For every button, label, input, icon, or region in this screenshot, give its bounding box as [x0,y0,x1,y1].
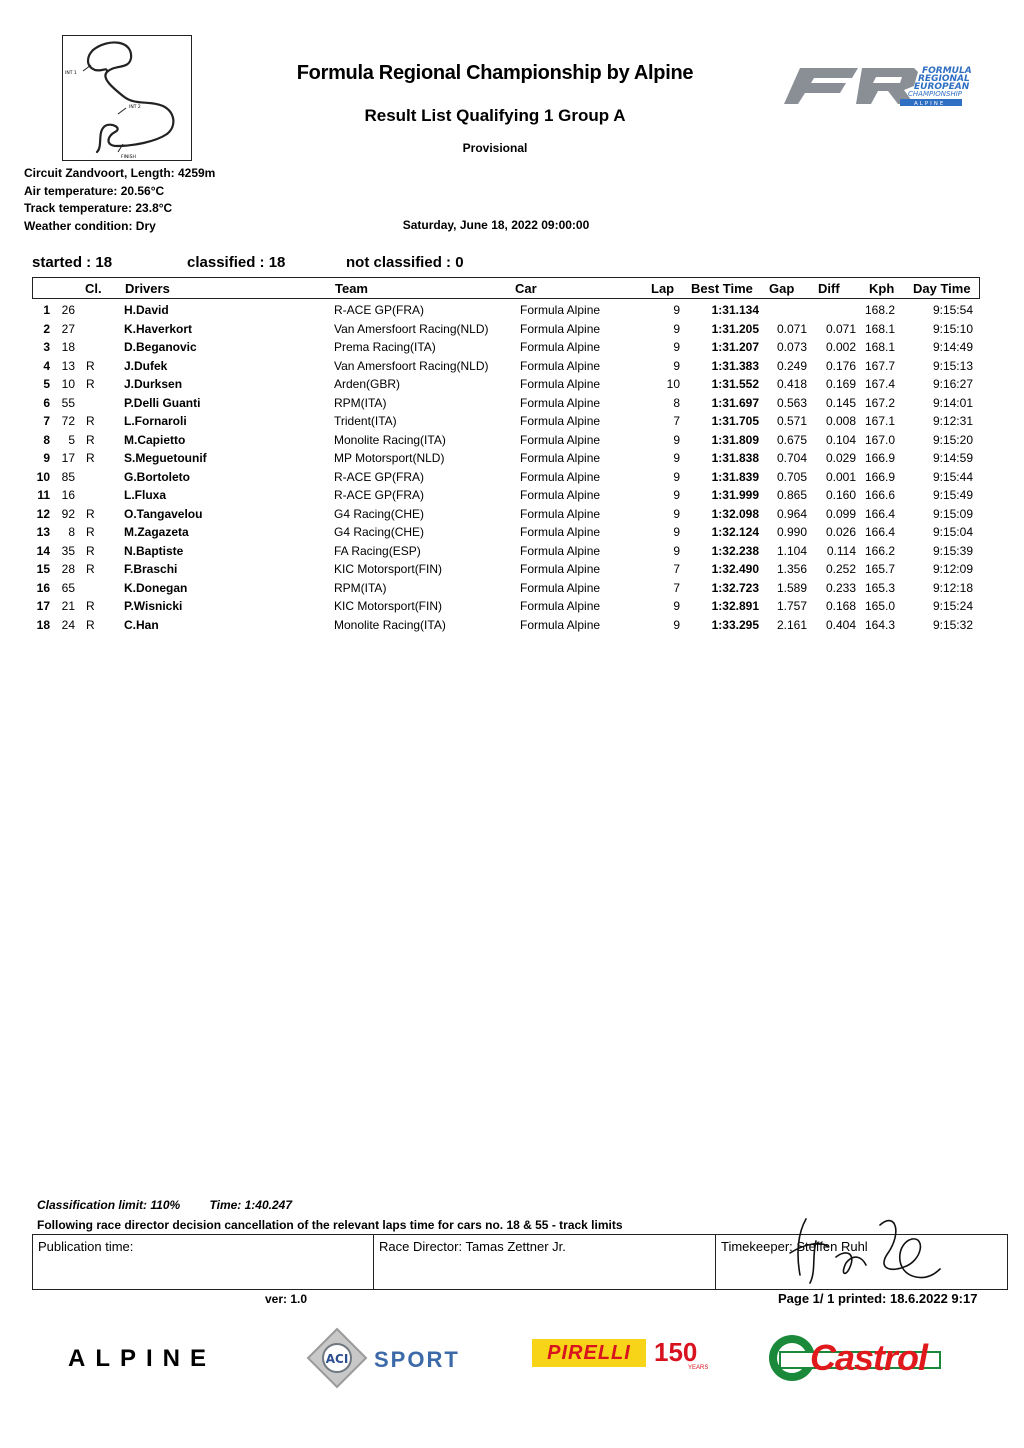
result-gap: 2.161 [776,617,807,632]
result-day-time: 9:15:13 [932,358,973,373]
result-driver: J.Durksen [124,377,183,391]
result-car-number: 55 [61,395,75,410]
result-position: 17 [36,599,50,613]
version: ver: 1.0 [265,1292,308,1306]
result-laps: 9 [673,617,680,632]
result-day-time: 9:12:18 [932,580,973,595]
limit-time: Time: 1:40.247 [209,1198,292,1212]
result-position: 15 [36,562,50,576]
result-car: Formula Alpine [520,395,601,410]
result-day-time: 9:15:09 [932,506,973,521]
result-driver: L.Fornaroli [124,414,187,428]
col-gap: Gap [769,281,795,296]
result-team: R-ACE GP(FRA) [334,488,424,502]
result-gap: 1.356 [776,562,807,576]
result-day-time: 9:15:04 [932,525,973,539]
result-kph: 166.4 [864,506,895,521]
result-team: Arden(GBR) [334,377,401,391]
result-car: Formula Alpine [520,599,601,613]
result-diff: 0.160 [825,488,856,502]
result-car: Formula Alpine [520,358,601,373]
result-car-number: 72 [61,414,75,428]
result-driver: D.Beganovic [124,340,197,354]
table-row [32,320,980,339]
int1-label: INT 1 [65,71,77,76]
result-car-number: 24 [61,617,75,632]
result-gap: 0.990 [776,525,807,539]
table-row [32,338,980,357]
result-car-number: 17 [61,451,75,465]
col-drivers: Drivers [125,281,170,296]
air-temperature: Air temperature: 20.56°C [24,183,165,198]
int2-label: INT 2 [129,105,141,110]
result-gap: 0.675 [776,432,807,447]
result-diff: 0.169 [825,377,856,391]
result-team: MP Motorsport(NLD) [334,451,445,465]
result-best-time: 1:32.124 [711,525,759,539]
weather-condition: Weather condition: Dry [24,218,156,233]
result-driver: K.Donegan [124,580,188,595]
result-gap: 1.104 [776,543,807,558]
signature-icon [776,1213,946,1293]
result-driver: N.Baptiste [124,543,184,558]
result-laps: 9 [673,451,680,465]
result-day-time: 9:15:54 [932,303,973,317]
table-row [32,597,980,616]
result-gap: 0.964 [776,506,807,521]
result-class: R [86,525,95,539]
result-driver: M.Capietto [124,432,186,447]
result-diff: 0.029 [825,451,856,465]
result-laps: 9 [673,543,680,558]
result-kph: 166.2 [864,543,895,558]
table-row [32,412,980,431]
table-row [32,301,980,320]
result-kph: 165.0 [864,599,895,613]
result-driver: O.Tangavelou [124,506,203,521]
result-day-time: 9:15:20 [932,432,973,447]
table-row [32,394,980,413]
result-car: Formula Alpine [520,562,601,576]
logo-alpine: ALPINE [914,101,946,107]
signature-table [32,1234,1008,1290]
result-car: Formula Alpine [520,414,601,428]
result-day-time: 9:12:31 [932,414,973,428]
result-position: 16 [36,580,50,595]
result-class: R [86,562,95,576]
result-class: R [86,377,95,391]
result-position: 2 [43,321,50,336]
pirelli-years: YEARS [688,1365,709,1371]
result-kph: 166.4 [864,525,895,539]
result-best-time: 1:31.838 [711,451,759,465]
circuit-name-length: Circuit Zandvoort, Length: 4259m [24,166,216,180]
col-day-time: Day Time [913,281,971,296]
col-diff: Diff [818,281,840,296]
result-kph: 167.1 [864,414,895,428]
result-team: KIC Motorsport(FIN) [334,562,443,576]
result-class: R [86,432,95,447]
result-diff: 0.071 [825,321,856,336]
result-kph: 167.2 [864,395,895,410]
status-label: Provisional [462,141,528,155]
result-kph: 168.1 [864,321,895,336]
pirelli-text: PIRELLI [547,1341,631,1364]
result-driver: L.Fluxa [124,488,167,502]
result-diff: 0.002 [825,340,856,354]
timekeeper: Timekeeper: Steffen Ruhl [721,1239,868,1254]
result-position: 5 [43,377,50,391]
sponsor-strip [0,1325,1024,1395]
result-laps: 9 [673,488,680,502]
result-car: Formula Alpine [520,580,601,595]
col-lap: Lap [651,281,675,296]
result-car: Formula Alpine [520,525,601,539]
result-gap: 0.073 [776,340,807,354]
result-best-time: 1:31.705 [711,414,759,428]
table-row [32,616,980,635]
result-car: Formula Alpine [520,506,601,521]
result-class: R [86,617,95,632]
result-team: Monolite Racing(ITA) [334,617,446,632]
logo-championship: CHAMPIONSHIP [908,90,963,98]
table-row [32,542,980,561]
table-row [32,505,980,524]
table-row [32,523,980,542]
fr-championship-logo [782,60,972,110]
result-day-time: 9:14:59 [932,451,973,465]
result-car-number: 26 [61,303,75,317]
result-kph: 166.6 [864,488,895,502]
started-count: started : 18 [32,254,113,271]
page-printed: Page 1/ 1 printed: 18.6.2022 9:17 [778,1291,978,1306]
table-row [32,560,980,579]
result-team: Van Amersfoort Racing(NLD) [334,321,489,336]
result-diff: 0.145 [825,395,856,410]
result-position: 6 [43,395,50,410]
result-car: Formula Alpine [520,451,601,465]
result-team: Trident(ITA) [334,414,397,428]
table-row [32,431,980,450]
col-car: Car [515,281,537,296]
result-class: R [86,414,95,428]
classification-limit: Classification limit: 110% [37,1198,181,1212]
not-classified-count: not classified : 0 [346,254,464,271]
result-best-time: 1:31.809 [711,432,759,447]
result-team: G4 Racing(CHE) [334,525,425,539]
table-row [32,375,980,394]
result-kph: 167.0 [864,432,895,447]
result-car-number: 5 [68,432,75,447]
result-team: G4 Racing(CHE) [334,506,425,521]
result-car: Formula Alpine [520,377,601,391]
result-day-time: 9:15:44 [932,469,973,484]
castrol-logo [766,1331,946,1390]
race-director: Race Director: Tamas Zettner Jr. [374,1235,716,1289]
col-kph: Kph [869,281,895,296]
result-best-time: 1:32.490 [711,562,759,576]
result-laps: 9 [673,432,680,447]
result-class: R [86,506,95,521]
result-position: 14 [36,543,50,558]
result-car-number: 13 [61,358,75,373]
result-car-number: 35 [61,543,75,558]
result-best-time: 1:32.723 [711,580,759,595]
result-car: Formula Alpine [520,488,601,502]
result-car-number: 92 [61,506,75,521]
castrol-text: Castrol [810,1337,928,1378]
result-car-number: 16 [61,488,75,502]
result-car-number: 65 [61,580,75,595]
result-diff: 0.404 [825,617,856,632]
result-driver: J.Dufek [124,358,168,373]
result-best-time: 1:31.697 [711,395,759,410]
result-position: 9 [43,451,50,465]
logo-formula: FORMULA [922,66,972,76]
result-laps: 9 [673,506,680,521]
result-laps: 9 [673,525,680,539]
result-team: Monolite Racing(ITA) [334,432,446,447]
result-car-number: 8 [68,525,75,539]
result-day-time: 9:15:49 [932,488,973,502]
result-diff: 0.104 [825,432,856,447]
result-driver: C.Han [124,617,159,632]
table-row [32,357,980,376]
result-laps: 7 [673,580,680,595]
result-gap: 0.705 [776,469,807,484]
result-car: Formula Alpine [520,432,601,447]
result-best-time: 1:31.839 [711,469,759,484]
aci-sport-logo [306,1327,460,1394]
result-car: Formula Alpine [520,321,601,336]
result-gap: 0.865 [776,488,807,502]
result-team: RPM(ITA) [334,395,387,410]
result-gap: 0.563 [776,395,807,410]
result-car: Formula Alpine [520,303,601,317]
logo-european: EUROPEAN [914,82,970,92]
page-subtitle: Result List Qualifying 1 Group A [364,106,626,125]
pirelli-logo [532,1337,709,1371]
result-position: 11 [37,488,50,502]
result-laps: 9 [673,469,680,484]
result-position: 10 [36,469,50,484]
table-row [32,449,980,468]
result-gap: 0.571 [776,414,807,428]
result-class: R [86,599,95,613]
result-position: 1 [43,303,50,317]
result-car: Formula Alpine [520,617,601,632]
result-team: FA Racing(ESP) [334,543,421,558]
race-director-note: Following race director decision cancellation of the relevant laps time for cars no. 18 & 55 - track limits [37,1218,623,1232]
result-best-time: 1:32.891 [711,599,759,613]
result-driver: K.Haverkort [124,321,193,336]
classified-count: classified : 18 [187,254,286,271]
result-day-time: 9:15:39 [932,543,973,558]
result-diff: 0.114 [826,543,856,558]
result-gap: 0.418 [776,377,807,391]
result-driver: G.Bortoleto [124,469,190,484]
result-diff: 0.099 [825,506,856,521]
result-gap: 0.704 [776,451,807,465]
alpine-logo: ALPINE [68,1345,217,1372]
sport-text: SPORT [374,1347,460,1372]
result-gap: 1.589 [776,580,807,595]
result-laps: 9 [673,599,680,613]
result-car: Formula Alpine [520,543,601,558]
result-position: 3 [43,340,50,354]
result-gap: 0.071 [776,321,807,336]
pirelli-badge [532,1339,646,1367]
result-driver: S.Meguetounif [124,451,207,465]
result-kph: 166.9 [864,469,895,484]
result-kph: 166.9 [864,451,895,465]
table-row [32,468,980,487]
result-best-time: 1:31.134 [711,303,759,317]
logo-regional: REGIONAL [918,74,970,84]
result-class: R [86,543,95,558]
result-laps: 8 [673,395,680,410]
result-day-time: 9:15:32 [932,617,973,632]
result-team: R-ACE GP(FRA) [334,469,424,484]
result-laps: 9 [673,303,680,317]
result-car-number: 28 [61,562,75,576]
timekeeper-cell [716,1235,1007,1289]
track-temperature: Track temperature: 23.8°C [24,201,173,215]
result-diff: 0.176 [825,358,856,373]
result-kph: 164.3 [864,617,895,632]
result-kph: 167.7 [864,358,895,373]
result-car-number: 27 [61,321,75,336]
result-car-number: 10 [61,377,75,391]
result-kph: 167.4 [864,377,895,391]
result-day-time: 9:16:27 [932,377,973,391]
result-laps: 7 [673,414,680,428]
result-team: Van Amersfoort Racing(NLD) [334,358,489,373]
result-best-time: 1:32.098 [711,506,759,521]
result-best-time: 1:33.295 [711,617,759,632]
session-date: Saturday, June 18, 2022 09:00:00 [402,218,590,232]
result-kph: 165.3 [864,580,895,595]
publication-time: Publication time: [33,1235,374,1289]
result-position: 12 [36,506,50,521]
classification-limit-line [37,1198,318,1212]
result-diff: 0.001 [825,469,856,484]
result-best-time: 1:31.205 [711,321,759,336]
result-car: Formula Alpine [520,340,601,354]
result-car-number: 18 [61,340,75,354]
col-cl: Cl. [85,281,102,296]
result-kph: 168.1 [864,340,895,354]
result-day-time: 9:15:10 [932,321,973,336]
result-position: 13 [36,525,50,539]
result-best-time: 1:31.383 [711,358,759,373]
result-best-time: 1:31.552 [711,377,759,391]
result-driver: P.Delli Guanti [124,395,201,410]
results-table-body [32,301,980,634]
result-best-time: 1:31.999 [711,488,759,502]
pirelli-150: 150 [654,1337,698,1367]
aci-badge-icon [306,1327,368,1389]
result-laps: 7 [673,562,680,576]
result-car-number: 85 [61,469,75,484]
results-table-header [32,277,980,299]
result-class: R [86,451,95,465]
result-day-time: 9:12:09 [932,562,973,576]
result-best-time: 1:31.207 [711,340,759,354]
result-team: R-ACE GP(FRA) [334,303,424,317]
result-laps: 9 [673,340,680,354]
page-title: Formula Regional Championship by Alpine [296,62,694,84]
result-day-time: 9:15:24 [932,599,973,613]
result-kph: 165.7 [864,562,895,576]
result-driver: M.Zagazeta [124,525,189,539]
result-team: KIC Motorsport(FIN) [334,599,443,613]
result-best-time: 1:32.238 [711,543,759,558]
result-diff: 0.008 [825,414,856,428]
table-row [32,486,980,505]
result-gap: 1.757 [776,599,807,613]
result-diff: 0.233 [825,580,856,595]
result-car-number: 21 [61,599,75,613]
finish-label: FINISH [121,155,136,160]
result-position: 7 [43,414,50,428]
result-day-time: 9:14:01 [932,395,973,410]
col-best-time: Best Time [691,281,753,296]
result-position: 4 [43,358,50,373]
table-row [32,579,980,598]
result-kph: 168.2 [864,303,895,317]
col-team: Team [335,281,368,296]
result-driver: F.Braschi [124,562,178,576]
result-driver: H.David [124,303,169,317]
result-gap: 0.249 [776,358,807,373]
result-diff: 0.252 [825,562,856,576]
result-team: Prema Racing(ITA) [334,340,436,354]
result-position: 8 [43,432,50,447]
result-car: Formula Alpine [520,469,601,484]
result-diff: 0.168 [825,599,856,613]
aci-text: ACI [325,1352,349,1366]
result-position: 18 [36,617,50,632]
result-team: RPM(ITA) [334,580,387,595]
result-laps: 9 [673,358,680,373]
result-day-time: 9:14:49 [932,340,973,354]
result-driver: P.Wisnicki [124,599,183,613]
result-laps: 9 [673,321,680,336]
result-class: R [86,358,95,373]
result-laps: 10 [666,377,680,391]
result-diff: 0.026 [825,525,856,539]
